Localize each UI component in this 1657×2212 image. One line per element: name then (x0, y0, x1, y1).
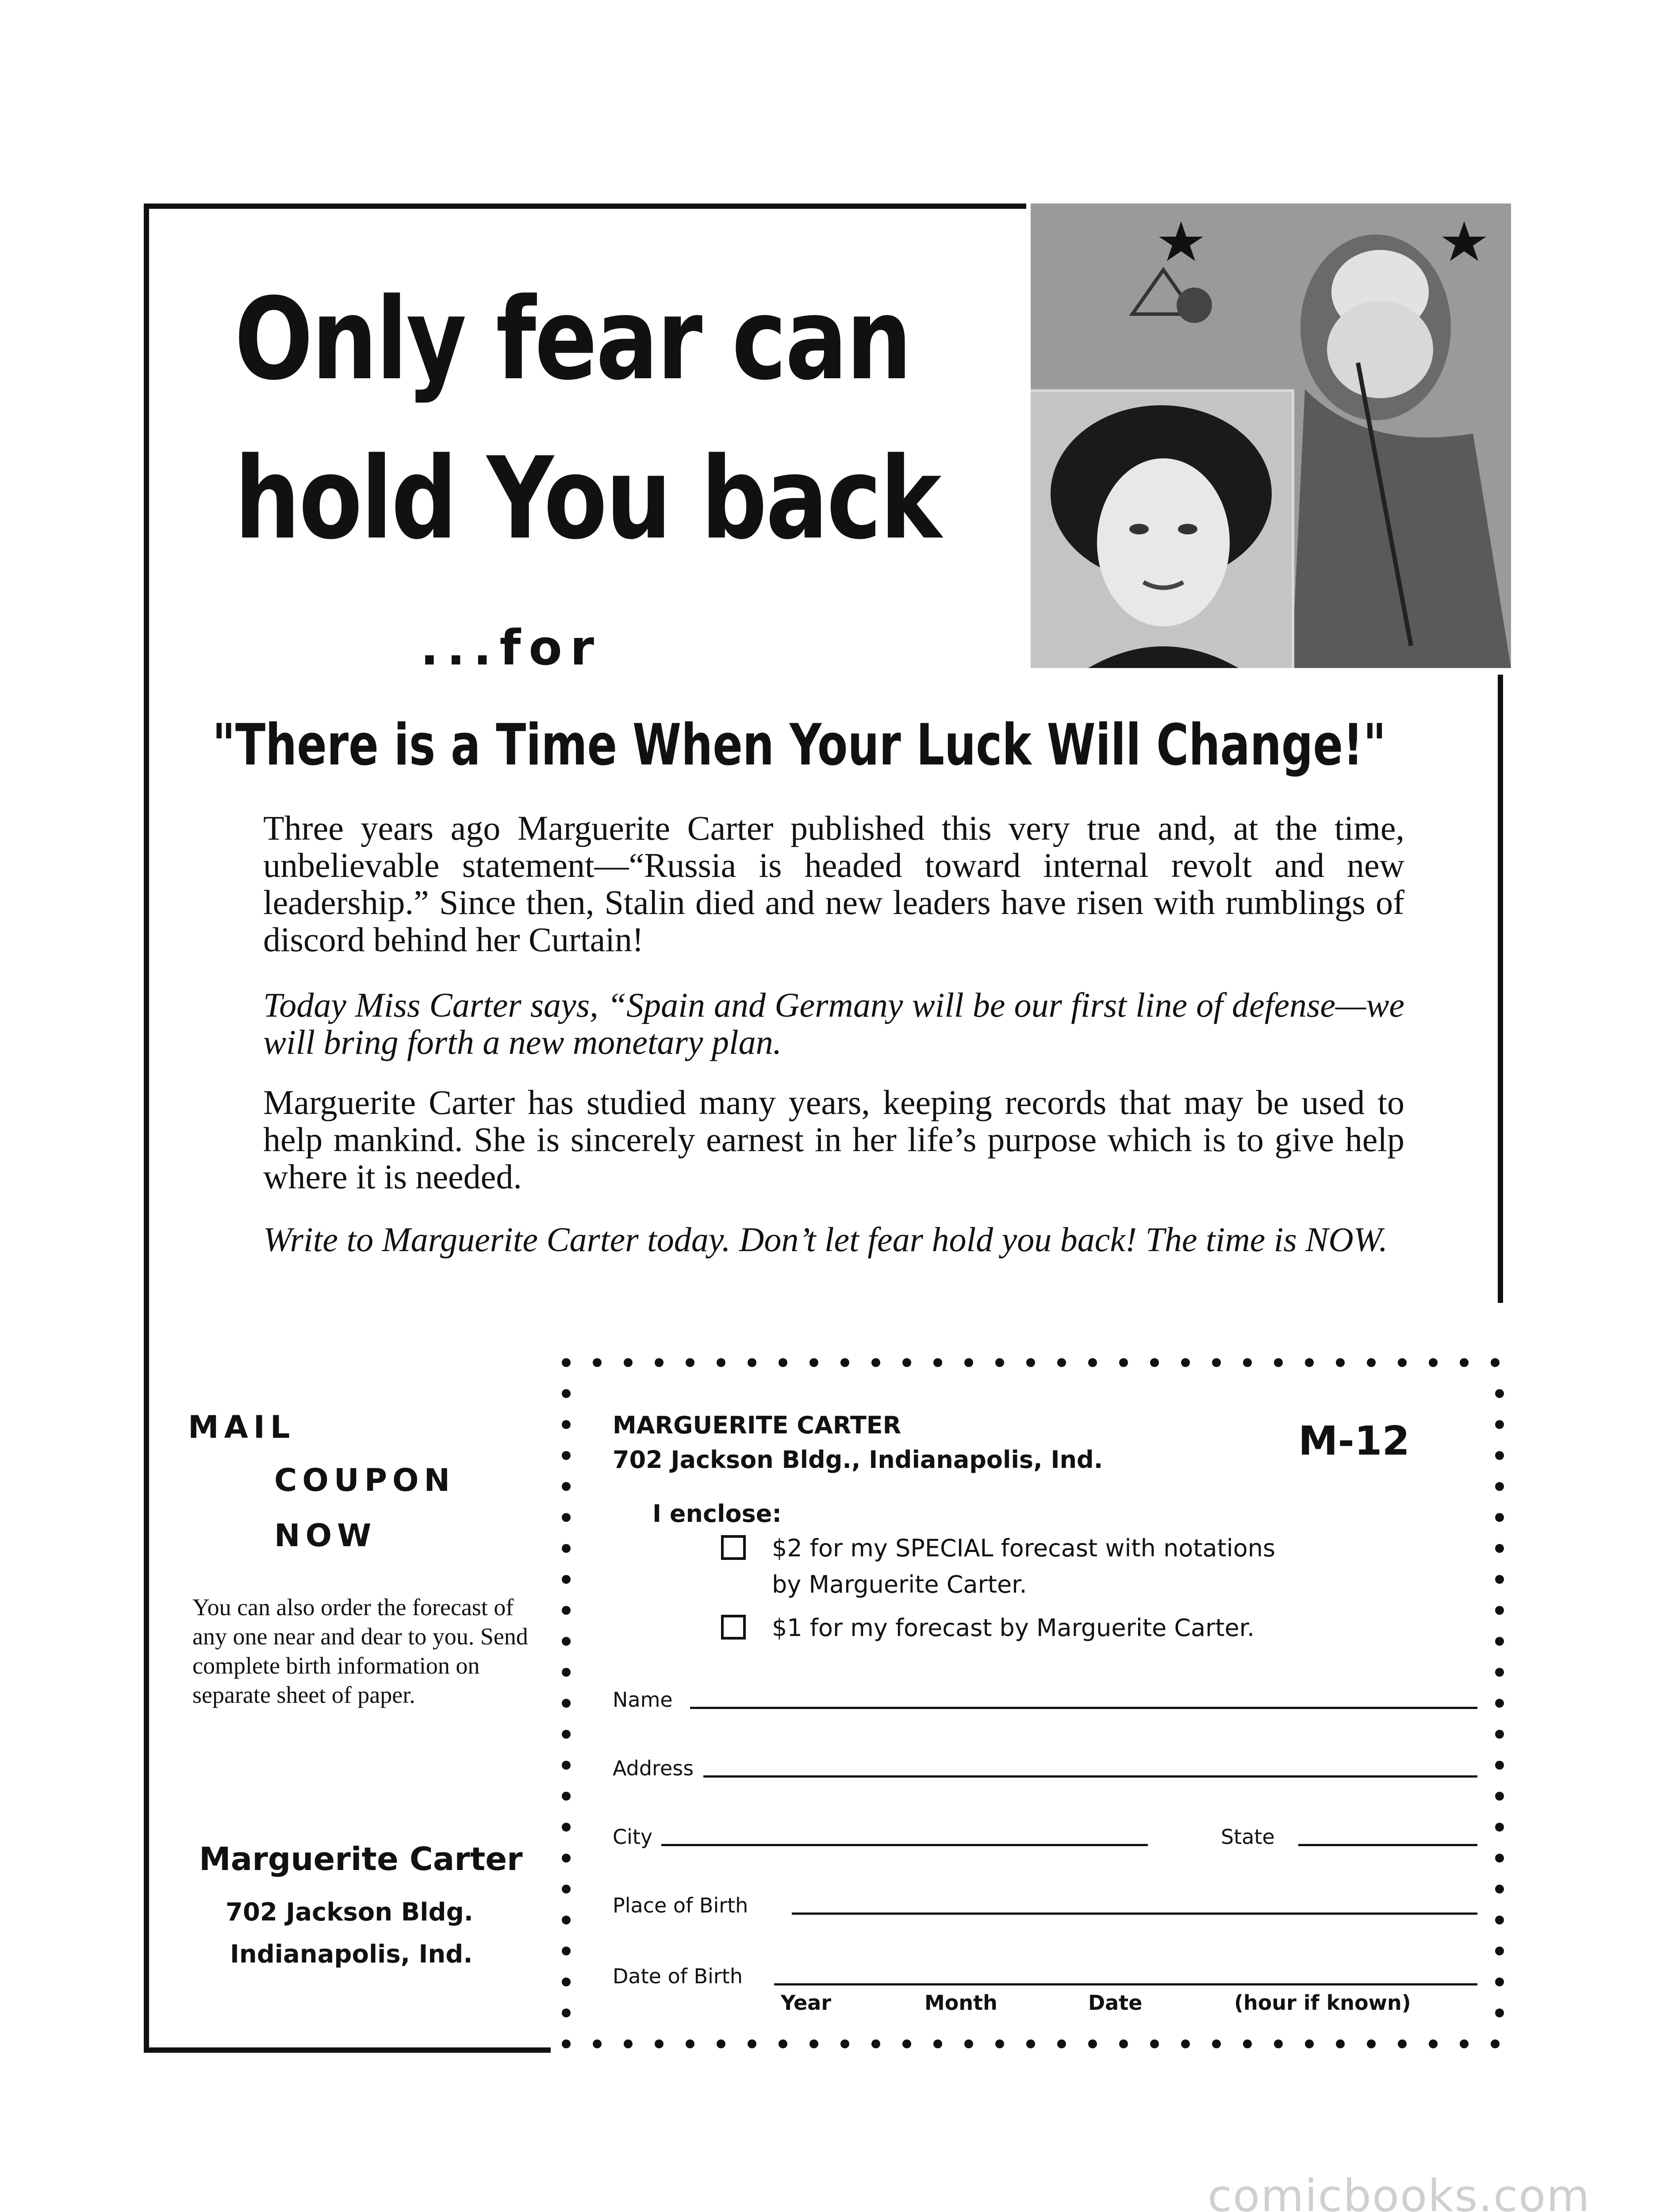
coupon-border-dot (1150, 1358, 1159, 1367)
coupon-border-dot (1181, 2039, 1190, 2048)
coupon-border-dot (1460, 2039, 1469, 2048)
coupon-border-dot (562, 1885, 571, 1893)
coupon-border-dot (562, 1451, 571, 1460)
coupon-border-dot (1274, 1358, 1283, 1367)
coupon-border-dot (562, 1544, 571, 1553)
state-field-line[interactable] (1298, 1844, 1477, 1846)
coupon-border-dot (1495, 1947, 1504, 1955)
coupon-border-dot (1495, 1792, 1504, 1801)
coupon-border-dot (1495, 2008, 1504, 2017)
coupon-border-dot (562, 1606, 571, 1615)
coupon-border-dot (686, 2039, 694, 2048)
coupon-border-dot (562, 1420, 571, 1429)
date-of-birth-line[interactable] (774, 1983, 1477, 1985)
coupon-border-dot (562, 1823, 571, 1832)
option-2-dollar-checkbox[interactable] (721, 1535, 746, 1560)
place-of-birth-line[interactable] (792, 1912, 1477, 1915)
coupon-border-dot (624, 2039, 633, 2048)
coupon-border-dot (562, 1513, 571, 1522)
portrait-inset (1031, 389, 1294, 668)
coupon-border-dot (1212, 2039, 1221, 2048)
dob-year-label: Year (781, 1991, 832, 2015)
coupon-border-dot (1243, 1358, 1252, 1367)
coupon-border-dot (717, 1358, 725, 1367)
coupon-border-dot (1495, 1730, 1504, 1739)
option-2-dollar-label-cont: by Marguerite Carter. (772, 1571, 1027, 1598)
city-field-label: City (613, 1825, 653, 1849)
coupon-address: 702 Jackson Bldg., Indianapolis, Ind. (613, 1446, 1103, 1474)
coupon-border-dot (1491, 1358, 1500, 1367)
coupon-border-dot (1181, 1358, 1190, 1367)
coupon-border-dot (1495, 1699, 1504, 1708)
coupon-border-dot (562, 1699, 571, 1708)
coupon-border-dot (562, 1916, 571, 1924)
mail-name: Marguerite Carter (199, 1840, 523, 1878)
body-paragraph-1: Three years ago Marguerite Carter published this very true and, at the time, unbelievable statement—“Russia is headed toward internal revolt and new leadership.” Since then, Stalin died and new leaders have risen with rumblings of discord behind her Curtain! (263, 809, 1404, 959)
coupon-border-dot (871, 1358, 880, 1367)
coupon-border-dot (1088, 2039, 1097, 2048)
coupon-border-dot (1491, 2039, 1500, 2048)
option-2-dollar-label: $2 for my SPECIAL forecast with notations (772, 1534, 1276, 1562)
coupon-border-dot (686, 1358, 694, 1367)
watermark: comicbooks.com (1208, 2170, 1591, 2212)
mail-address-1: 702 Jackson Bldg. (226, 1898, 473, 1927)
coupon-border-dot (655, 2039, 664, 2048)
coupon-border-dot (840, 2039, 849, 2048)
coupon-border-dot (562, 2008, 571, 2017)
coupon-border-dot (1305, 1358, 1314, 1367)
city-field-line[interactable] (661, 1844, 1148, 1846)
coupon-border-dot (933, 1358, 942, 1367)
coupon-border-dot (1398, 1358, 1407, 1367)
frame-top-line (144, 204, 1026, 209)
coupon-border-dot (562, 1947, 571, 1955)
dob-month-label: Month (924, 1991, 997, 2015)
coupon-border-dot (562, 1482, 571, 1491)
dob-date-label: Date (1088, 1991, 1143, 2015)
name-field-line[interactable] (690, 1707, 1477, 1709)
coupon-border-dot (1495, 1575, 1504, 1584)
coupon-border-dot (1495, 1451, 1504, 1460)
coupon-border-dot (1495, 1513, 1504, 1522)
coupon-border-dot (1495, 1916, 1504, 1924)
address-field-label: Address (613, 1756, 694, 1780)
coupon-border-dot (809, 1358, 818, 1367)
coupon-border-dot (1495, 1885, 1504, 1893)
headline-line-1: Only fear can (234, 274, 911, 405)
coupon-border-dot (1150, 2039, 1159, 2048)
body-paragraph-2: Today Miss Carter says, “Spain and Germany will be our first line of defense—we will bring forth a new monetary plan. (263, 986, 1404, 1061)
coupon-border-dot (1495, 1389, 1504, 1398)
option-1-dollar-checkbox[interactable] (721, 1615, 746, 1640)
coupon-border-dot (1398, 2039, 1407, 2048)
coupon-border-dot (1495, 1668, 1504, 1677)
coupon-border-dot (562, 1637, 571, 1646)
coupon-border-dot (933, 2039, 942, 2048)
mail-address-2: Indianapolis, Ind. (230, 1940, 473, 1969)
coupon-border-dot (562, 1358, 571, 1367)
coupon-border-dot (809, 2039, 818, 2048)
coupon-border-dot (655, 1358, 664, 1367)
coupon-border-dot (1495, 1606, 1504, 1615)
coupon-border-dot (964, 2039, 973, 2048)
coupon-border-dot (562, 1761, 571, 1770)
coupon-border-dot (1495, 1854, 1504, 1863)
coupon-border-dot (1460, 1358, 1469, 1367)
option-1-dollar-label: $1 for my forecast by Marguerite Carter. (772, 1614, 1255, 1642)
coupon-border-dot (562, 1389, 571, 1398)
coupon-border-dot (1057, 2039, 1066, 2048)
headline-for: ...for (420, 619, 602, 676)
coupon-border-dot (779, 2039, 787, 2048)
coupon-border-dot (1026, 1358, 1035, 1367)
coupon-border-dot (1243, 2039, 1252, 2048)
name-field-label: Name (613, 1688, 673, 1712)
headline-line-2: hold You back (234, 433, 940, 565)
coupon-border-dot (1495, 1420, 1504, 1429)
marguerite-carter-photo (1031, 204, 1511, 668)
coupon-border-dot (1274, 2039, 1283, 2048)
coupon-border-dot (562, 1668, 571, 1677)
coupon-border-dot (562, 1792, 571, 1801)
coupon-border-dot (1495, 1544, 1504, 1553)
coupon-border-dot (1119, 1358, 1128, 1367)
address-field-line[interactable] (703, 1775, 1477, 1778)
coupon-border-dot (748, 1358, 756, 1367)
order-note: You can also order the forecast of any one near and dear to you. Send complete birth information on separate sheet of paper. (192, 1594, 528, 1708)
state-field-label: State (1221, 1825, 1275, 1849)
coupon-border-dot (1495, 1761, 1504, 1770)
coupon-border-dot (562, 1730, 571, 1739)
coupon-border-dot (871, 2039, 880, 2048)
coupon-border-dot (1212, 1358, 1221, 1367)
frame-left-line (144, 204, 149, 2053)
coupon-border-dot (1495, 1978, 1504, 1986)
place-of-birth-label: Place of Birth (613, 1893, 748, 1917)
coupon-heading: COUPON (274, 1462, 456, 1498)
date-of-birth-label: Date of Birth (613, 1964, 743, 1988)
coupon-border-dot (964, 1358, 973, 1367)
body-paragraph-3: Marguerite Carter has studied many years, keeping records that may be used to help mankind. She is sincerely earnest in her life’s purpose which is to give help where it is needed. (263, 1083, 1404, 1196)
coupon-border-dot (1429, 2039, 1438, 2048)
coupon-border-dot (624, 1358, 633, 1367)
coupon-border-dot (1495, 1637, 1504, 1646)
dob-hour-label: (hour if known) (1234, 1991, 1411, 2015)
coupon-border-dot (902, 2039, 911, 2048)
coupon-border-dot (1119, 2039, 1128, 2048)
frame-bottom-line (144, 2047, 551, 2053)
enclose-label: I enclose: (652, 1500, 782, 1528)
frame-right-line (1498, 675, 1503, 1303)
now-heading: NOW (274, 1517, 377, 1554)
coupon-border-dot (562, 2039, 571, 2048)
coupon-code: M-12 (1298, 1418, 1410, 1464)
coupon-border-dot (593, 2039, 602, 2048)
coupon-border-dot (1305, 2039, 1314, 2048)
coupon-border-dot (1429, 1358, 1438, 1367)
coupon-border-dot (1336, 1358, 1345, 1367)
coupon-addressee: MARGUERITE CARTER (613, 1411, 901, 1439)
subheadline: "There is a Time When Your Luck Will Change!" (212, 712, 1386, 778)
coupon-border-dot (1057, 1358, 1066, 1367)
body-paragraph-4: Write to Marguerite Carter today. Don’t let fear hold you back! The time is NOW. (263, 1220, 1388, 1259)
coupon-border-dot (995, 2039, 1004, 2048)
coupon-border-dot (562, 1854, 571, 1863)
coupon-border-dot (562, 1978, 571, 1986)
coupon-border-dot (1088, 1358, 1097, 1367)
coupon-border-dot (1367, 2039, 1376, 2048)
coupon-border-dot (902, 1358, 911, 1367)
coupon-border-dot (840, 1358, 849, 1367)
coupon-border-dot (779, 1358, 787, 1367)
coupon-border-dot (1495, 1482, 1504, 1491)
coupon-border-dot (1026, 2039, 1035, 2048)
coupon-border-dot (593, 1358, 602, 1367)
coupon-border-dot (562, 1575, 571, 1584)
mail-heading: MAIL (188, 1409, 295, 1445)
coupon-border-dot (1495, 1823, 1504, 1832)
coupon-border-dot (1336, 2039, 1345, 2048)
coupon-border-dot (1367, 1358, 1376, 1367)
coupon-border-dot (748, 2039, 756, 2048)
coupon-border-dot (995, 1358, 1004, 1367)
coupon-border-dot (717, 2039, 725, 2048)
